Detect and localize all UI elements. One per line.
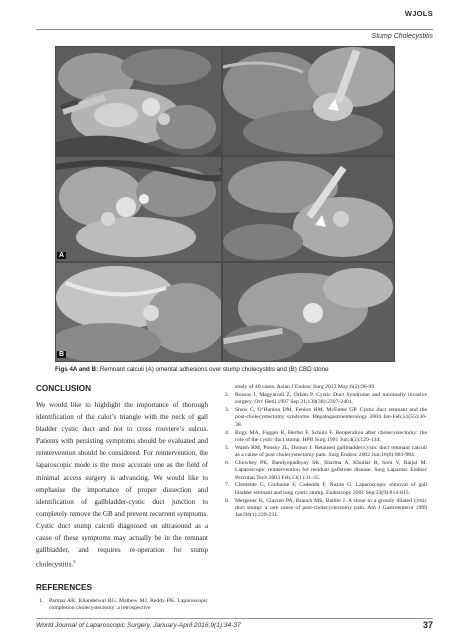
reference-item bbox=[222, 430, 427, 445]
left-column bbox=[36, 384, 208, 613]
reference-text: Shaw C, O’Hanlon DM, Fenlon HM, McEntee GP. Cystic duct remnant and the post-cholecystectomy syndrome. Hepatogastroenterology 2004 Jan-Feb;51(55):36-38. bbox=[235, 407, 427, 428]
reference-item bbox=[222, 392, 427, 407]
panel-label-b: B bbox=[59, 351, 65, 358]
reference-number: 5. bbox=[225, 444, 230, 451]
reference-item bbox=[36, 598, 208, 613]
reference-item bbox=[222, 498, 427, 520]
reference-continuation bbox=[222, 384, 427, 391]
photo-panel-a-mid-right bbox=[223, 157, 394, 261]
reference-number: 7. bbox=[225, 482, 230, 489]
reference-number: 1. bbox=[39, 597, 44, 604]
reference-item bbox=[222, 482, 427, 497]
figure-4 bbox=[55, 46, 395, 362]
reference-number: 3. bbox=[225, 407, 230, 414]
conclusion-paragraph bbox=[36, 399, 208, 571]
references-list-left bbox=[36, 598, 208, 613]
caption-label: Figs 4A and B: bbox=[55, 366, 99, 373]
citation-superscript: 9 bbox=[73, 559, 76, 565]
page-number: 37 bbox=[422, 620, 433, 630]
photo-panel-a-mid-left bbox=[56, 157, 221, 261]
reference-text: Mergener K, Clavien PA, Branch MS, Baillie J. A stone in a grossly dilated cystic duct stump: a rare cause of post-cholecystectomy pain. Am J Gastroenterol 1999 Jan;94(1):229-231. bbox=[235, 497, 427, 519]
reference-text: study of 40 cases. Asian J Endosc Surg 2013 May;6(2):96-99. bbox=[235, 384, 376, 390]
reference-number: 2. bbox=[225, 391, 230, 398]
footer-journal-issue: World Journal of Laparoscopic Surgery, January-April 2016;9(1):34-37 bbox=[36, 622, 241, 629]
reference-item bbox=[222, 445, 427, 460]
reference-item bbox=[222, 407, 427, 429]
reference-number: 4. bbox=[225, 429, 230, 436]
reference-number: 8. bbox=[225, 497, 230, 504]
panel-label-a: A bbox=[59, 252, 65, 259]
reference-text: Walsh RM, Ponsky JL, Dumot J. Retained gallbladder/cystic duct remnant calculi as a cause of post cholecystectomy pain. Surg Endosc 2002 Jun;16(6):981-984. bbox=[235, 444, 427, 459]
reference-text: Parmar AK, Khandelwal RG, Mathew MJ, Reddy PK. Laparoscopic completion cholecystectomy: a retrospective bbox=[49, 597, 208, 611]
right-column bbox=[222, 384, 427, 520]
reference-text: Chowbey PK, Bandyopadhyay SK, Sharma A, Khullar R, Soni V, Baijal M. Laparoscopic reintervention for residual gallstone disease. Surg Laparosc Endosc Percutan Tech 2003 Feb;13(1):31-35. bbox=[235, 459, 427, 481]
journal-abbreviation: WJOLS bbox=[404, 9, 433, 18]
conclusion-heading: CONCLUSION bbox=[36, 384, 92, 393]
reference-item bbox=[222, 460, 427, 482]
conclusion-text: We would like to highlight the importance of thorough identification of the calot’s triangle with the neck of gall bladder cystic duct and not to cross rouviere’s sulcus. Patients with persisting symptoms should be evaluated and reintervention should be considered. For reintervention, the laparoscopic mode is the most accurate one as the field of minimal access surgery is advancing. We would like to emphasise the importance of proper dissection and identification of gallbladder-cystic duct junction to completely remove the GB and prevent recurrent symptoms. Cystic duct stump calculi diagnosed on ultrasound as a cause of these symptoms may actually be in the remnant gallbladder, and requires re-operation for stump cholecystitis. bbox=[36, 401, 208, 569]
reference-text: Clemente G, Giuliante F, Cadeddu F, Nuzzo G. Laparoscopic removal of gall bladder remnant and long cystic stump. Endoscopy 2001 Sep;33(9):814-815. bbox=[235, 482, 427, 496]
photo-panel-a-top-left bbox=[56, 47, 221, 155]
photo-panel-a-top-right bbox=[223, 47, 394, 155]
photo-panel-b-left bbox=[56, 263, 221, 361]
running-title: Stump Cholecystitis bbox=[371, 33, 433, 40]
reference-number: 6. bbox=[225, 459, 230, 466]
header-rule bbox=[36, 29, 433, 30]
figure-caption bbox=[55, 366, 329, 373]
reference-text: Rogy MA, Fugger R, Herbst F, Schulz F. Reoperation after cholecystectomy: the role of the cystic duct stump. HPB Surg 1991 Jun;4(2):129-134. bbox=[235, 429, 427, 443]
references-list-right bbox=[222, 384, 427, 520]
references-heading: REFERENCES bbox=[36, 582, 92, 592]
reference-text: Rozsos I, Magyarodi Z, Orban P. Cystic Duct Syndrome and minimally invasive surgery. Orv Hetil 1997 Sep 21;138(38):2397-2401. bbox=[235, 391, 427, 406]
photo-panel-b-right bbox=[223, 263, 394, 361]
caption-text: Remnant calculi (A) omental adhesions over stump cholecystitis and (B) CBD stone bbox=[98, 366, 329, 373]
footer-rule bbox=[36, 618, 433, 619]
